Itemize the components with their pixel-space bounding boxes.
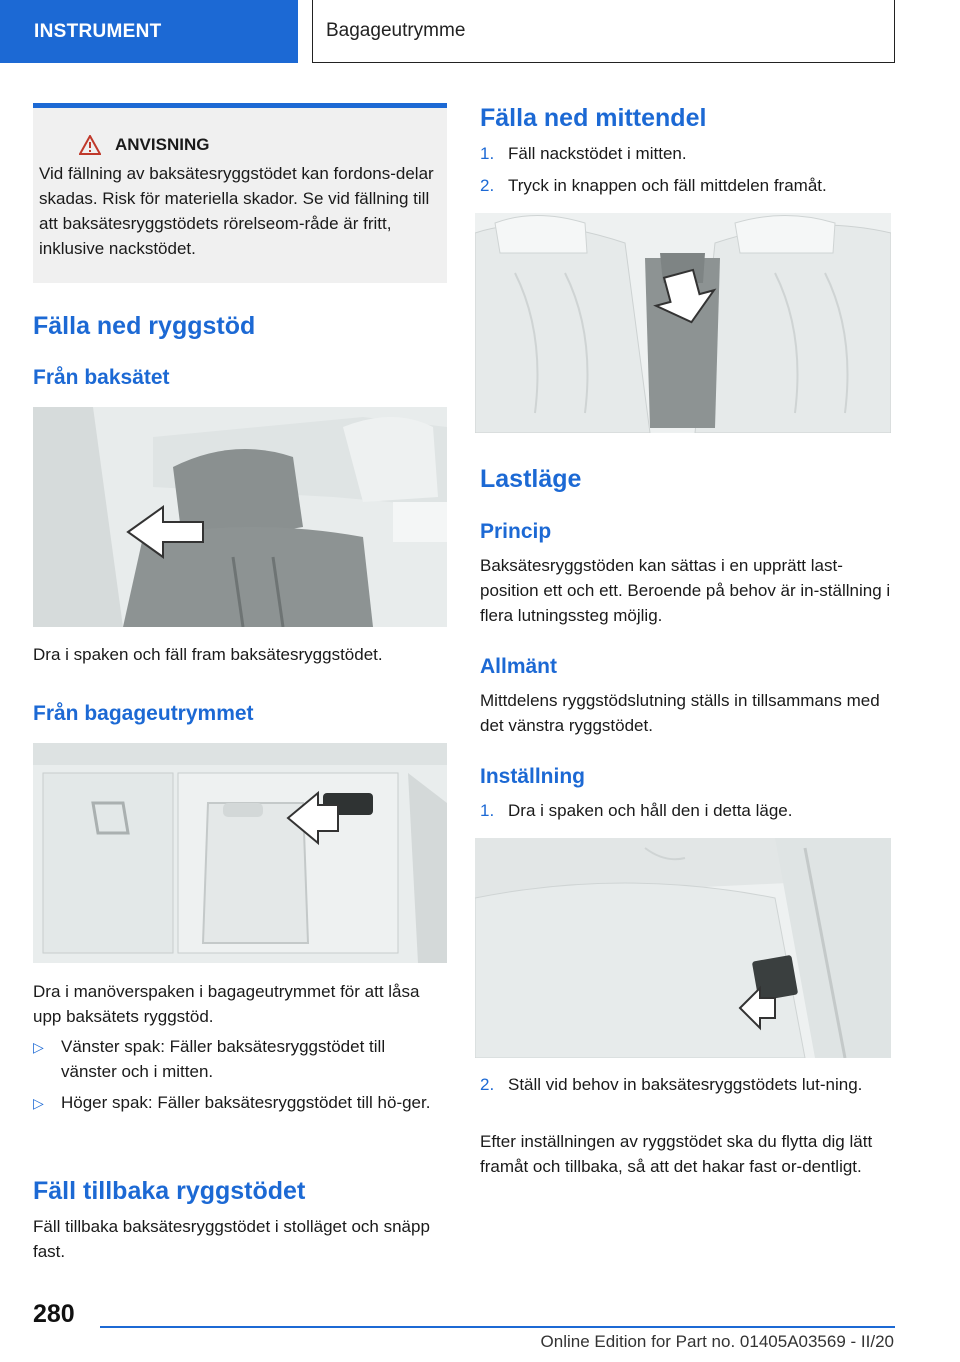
caption-trunk: Dra i manöverspaken i bagageutrymmet för att låsa upp baksätets ryggstöd. (33, 982, 420, 1026)
subheading-from-trunk: Från bagageutrymmet (33, 702, 254, 725)
step-text: Tryck in knappen och fäll mittdelen framåt. (508, 176, 827, 195)
image-middle-section (475, 213, 891, 433)
warning-title (79, 135, 439, 155)
bullet-triangle-icon: ▷ (33, 1095, 44, 1111)
heading-fold-backrest: Fälla ned ryggstöd (33, 312, 256, 340)
image-rear-seat-lever (33, 407, 447, 627)
warning-triangle-icon (79, 135, 101, 155)
subheading-general: Allmänt (480, 655, 558, 678)
step-text: Dra i spaken och håll den i detta läge. (508, 801, 793, 820)
text-principle: Baksätesryggstöden kan sättas i en upprätt last-position ett och ett. Beroende på behov är in-ställning i flera lutningssteg möjlig. (480, 556, 891, 625)
subheading-from-rear-seat: Från baksätet (33, 366, 170, 389)
step-number: 1. (480, 801, 495, 820)
bullet-triangle-icon: ▷ (33, 1039, 44, 1055)
list-item (33, 1090, 447, 1116)
list-item (33, 1034, 447, 1084)
warning-body: Vid fällning av baksätesryggstödet kan fordons-delar skadas. Risk för materiella skador. Se vid fällning till att baksätesryggstödets rörelseom-råde är fritt, inklusive nackstödet. (39, 164, 434, 258)
heading-fold-back: Fäll tillbaka ryggstödet (33, 1177, 306, 1205)
text-final: Efter inställningen av ryggstödet ska du flytta dig lätt framåt och tillbaka, så att det hakar fast or-dentligt. (480, 1132, 873, 1176)
subheading-principle: Princip (480, 520, 552, 543)
text-fold-back: Fäll tillbaka baksätesryggstödet i stolläget och snäpp fast. (33, 1217, 430, 1261)
step-item (480, 141, 891, 166)
bullet-text: Höger spak: Fäller baksätesryggstödet till hö-ger. (61, 1093, 431, 1112)
step-text: Fäll nackstödet i mitten. (508, 144, 687, 163)
caption-rear-seat: Dra i spaken och fäll fram baksätesryggstödet. (33, 645, 383, 664)
step-text: Ställ vid behov in baksätesryggstödets lut-ning. (508, 1075, 863, 1094)
section-tab: INSTRUMENT (0, 0, 298, 63)
topic-tab: Bagageutrymme (312, 0, 895, 63)
step-number: 1. (480, 144, 495, 163)
edition-text: Online Edition for Part no. 01405A03569 - II/20 (540, 1332, 894, 1351)
bullet-text: Vänster spak: Fäller baksätesryggstödet till vänster och i mitten. (61, 1037, 386, 1081)
step-number: 2. (480, 1075, 495, 1094)
image-trunk-lever (33, 743, 447, 963)
page-number: 280 (33, 1300, 75, 1328)
step-item (480, 1072, 891, 1097)
heading-cargo-position: Lastläge (480, 465, 582, 493)
warning-box (33, 103, 447, 283)
footer-divider (100, 1326, 895, 1328)
image-adjust-lever (475, 838, 891, 1058)
heading-fold-middle: Fälla ned mittendel (480, 104, 707, 132)
step-item (480, 798, 891, 823)
text-general: Mittdelens ryggstödslutning ställs in tillsammans med det vänstra ryggstödet. (480, 691, 880, 735)
step-item (480, 173, 891, 198)
warning-title-text: ANVISNING (115, 135, 210, 154)
subheading-adjustment: Inställning (480, 765, 585, 788)
step-number: 2. (480, 176, 495, 195)
